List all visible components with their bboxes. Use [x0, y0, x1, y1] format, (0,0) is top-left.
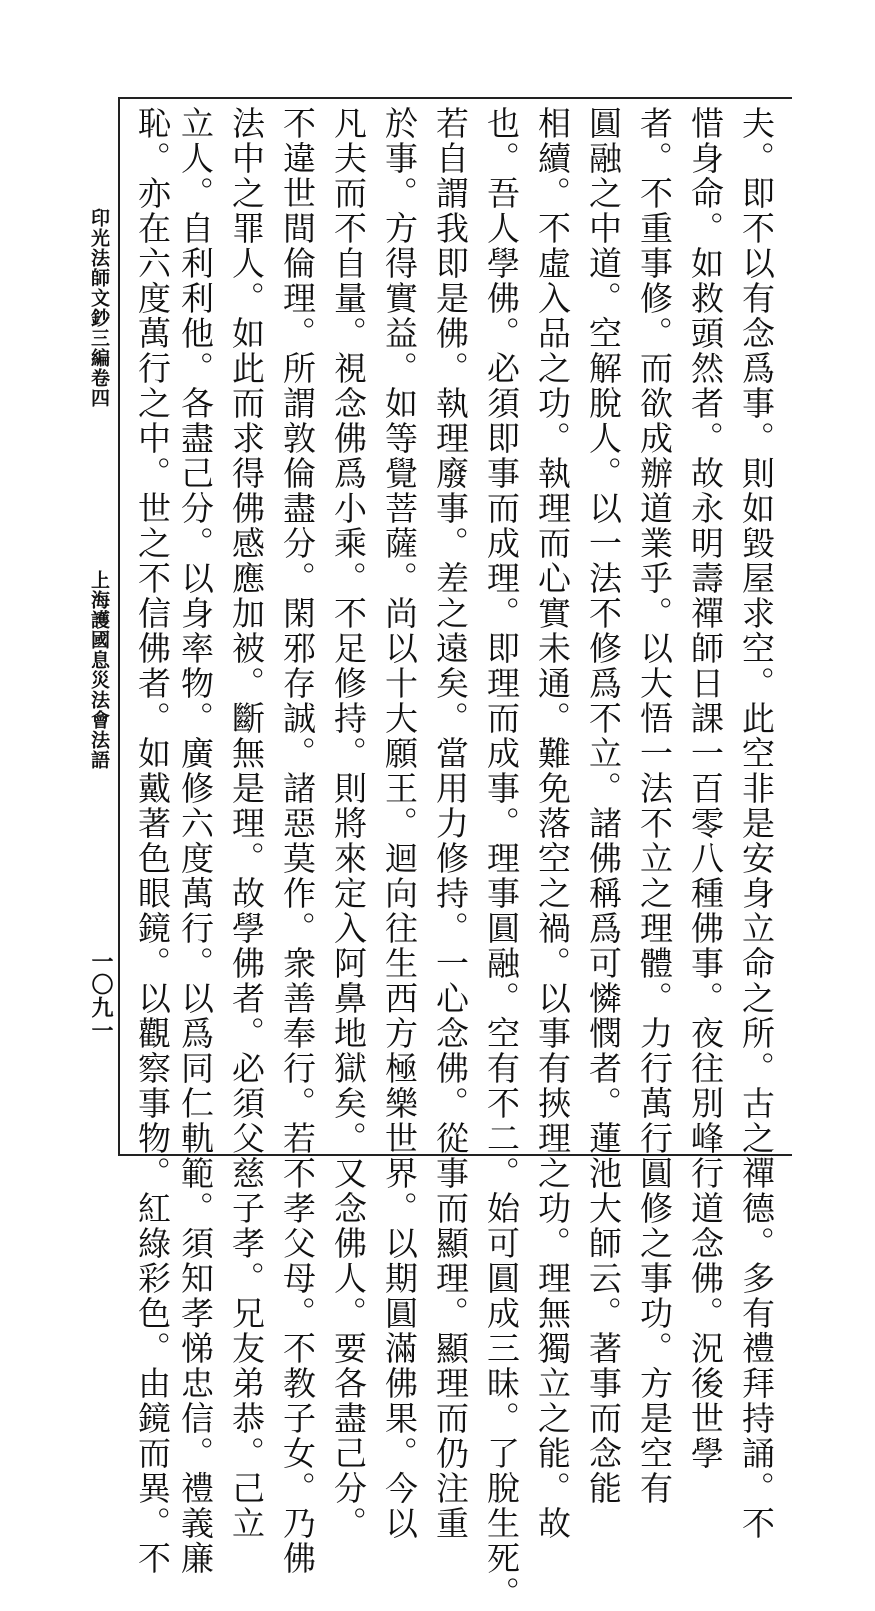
text-column: 夫。即不以有念爲事。則如毀屋求空。此空非是安身立命之所。古之禪德。多有禮拜持誦。不 — [737, 106, 776, 1541]
body-text — [128, 100, 780, 1611]
page-margin — [78, 100, 118, 1150]
text-column: 凡夫而不自量。視念佛爲小乘。不足修持。則將來定入阿鼻地獄矣。又念佛人。要各盡己分。 — [329, 106, 368, 1541]
text-column: 不違世間倫理。所謂敦倫盡分。閑邪存誠。諸惡莫作。衆善奉行。若不孝父母。不教子女。乃佛 — [278, 106, 317, 1576]
text-column: 恥。亦在六度萬行之中。世之不信佛者。如戴著色眼鏡。以觀察事物。紅綠彩色。由鏡而異。不 — [133, 106, 172, 1576]
text-column: 也。吾人學佛。必須即事而成理。即理而成事。理事圓融。空有不二。始可圓成三昧。了脫生死。 — [482, 106, 521, 1611]
page-number: 一〇九一 — [88, 950, 114, 1042]
text-column: 於事。方得實益。如等覺菩薩。尚以十大願王。迴向往生西方極樂世界。以期圓滿佛果。今以 — [380, 106, 419, 1541]
text-column: 圓融之中道。空解脫人。以一法不修爲不立。諸佛稱爲可憐憫者。蓮池大師云。著事而念能 — [584, 106, 623, 1506]
text-column: 惜身命。如救頭然者。故永明壽禪師日課一百零八種佛事。夜往別峰行道念佛。況後世學 — [686, 106, 725, 1471]
text-column: 者。不重事修。而欲成辦道業乎。以大悟一法不立之理體。力行萬行圓修之事功。方是空有 — [635, 106, 674, 1506]
text-column: 若自謂我即是佛。執理廢事。差之遠矣。當用力修持。一心念佛。從事而顯理。顯理而仍注重 — [431, 106, 470, 1541]
text-column: 相續。不虛入品之功。執理而心實未通。難免落空之禍。以事有挾理之功。理無獨立之能。故 — [533, 106, 572, 1541]
text-column: 立人。自利利他。各盡己分。以身率物。廣修六度萬行。以爲同仁軌範。須知孝悌忠信。禮義廉 — [176, 106, 215, 1576]
running-section-title: 上海護國息災法會法語 — [88, 570, 110, 770]
running-book-title: 印光法師文鈔三編卷四 — [88, 208, 110, 408]
text-column: 法中之罪人。如此而求得佛感應加被。斷無是理。故學佛者。必須父慈子孝。兄友弟恭。己立 — [227, 106, 266, 1541]
